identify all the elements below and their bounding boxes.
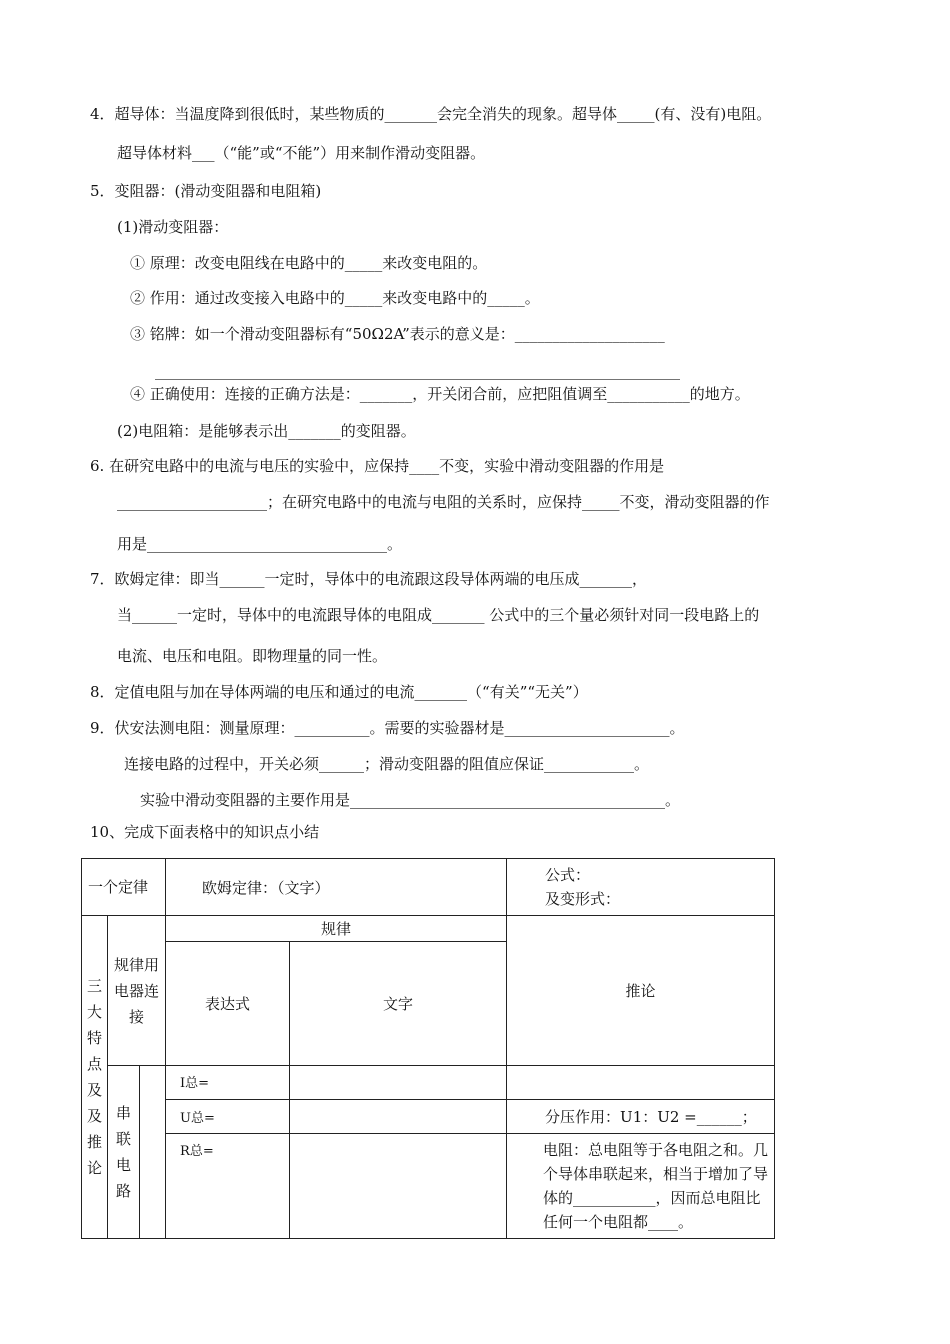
item-7-ohms-law-line3: 电流、电压和电阻。即物理量的同一性。 bbox=[117, 647, 388, 665]
formula-variants-label: 及变形式： bbox=[545, 890, 621, 908]
item-8-fixed-resistor: 8．定值电阻与加在导体两端的电压和通过的电流_______（“有关”“无关”） bbox=[90, 683, 588, 701]
item-6-line2: ____________________；在研究电路中的电流与电阻的关系时，应保持_____不变，滑动变阻器的作 bbox=[117, 493, 770, 511]
cell-three-features: 三大特点及及推论 bbox=[82, 916, 108, 1239]
cell-rule-appliance-connection: 规律用电器连接 bbox=[108, 916, 166, 1066]
item-5-1-nameplate: ③ 铭牌：如一个滑动变阻器标有“50Ω2A”表示的意义是：____________________ bbox=[130, 325, 665, 343]
table-row-resistance bbox=[82, 1134, 775, 1239]
item-5-1-correct-use: ④ 正确使用：连接的正确方法是：_______，开关闭合前，应把阻值调至___________的地方。 bbox=[130, 385, 750, 403]
cell-text-header: 文字 bbox=[290, 942, 507, 1066]
item-9-voltammetry-line3: 实验中滑动变阻器的主要作用是__________________________________________。 bbox=[140, 791, 681, 809]
table-row-current bbox=[82, 1066, 775, 1100]
cell-one-law: 一个定律 bbox=[82, 859, 166, 916]
cell-voltage-text bbox=[290, 1100, 507, 1134]
table-row-header-1 bbox=[82, 916, 775, 942]
item-7-ohms-law-line2: 当______一定时，导体中的电流跟导体的电阻成_______ 公式中的三个量必须针对同一段电路上的 bbox=[117, 606, 760, 624]
item-10-title: 10、完成下面表格中的知识点小结 bbox=[90, 823, 320, 841]
item-5-1-function: ② 作用：通过改变接入电路中的_____来改变电路中的_____。 bbox=[130, 289, 540, 307]
table-row-law bbox=[82, 859, 775, 916]
cell-resistance-text bbox=[290, 1134, 507, 1239]
cell-total-current: I总= bbox=[166, 1066, 290, 1100]
knowledge-summary-table bbox=[81, 858, 775, 1239]
item-5-1-sliding-rheostat: (1)滑动变阻器： bbox=[117, 218, 229, 236]
item-5-1-principle: ① 原理：改变电阻线在电路中的_____来改变电阻的。 bbox=[130, 254, 488, 272]
item-4-superconductor-line2: 超导体材料___（“能”或“不能”）用来制作滑动变阻器。 bbox=[117, 144, 486, 162]
cell-resistance-inference: 电阻：总电阻等于各电阻之和。几个导体串联起来，相当于增加了导体的___________，因而总电阻比任何一个电阻都____。 bbox=[507, 1134, 775, 1239]
cell-current-inference bbox=[507, 1066, 775, 1100]
cell-rule-header: 规律 bbox=[166, 916, 507, 942]
item-6-line3: 用是________________________________。 bbox=[117, 535, 403, 553]
table-row-voltage bbox=[82, 1100, 775, 1134]
cell-formula bbox=[507, 859, 775, 916]
item-6-line1: 6. 在研究电路中的电流与电压的实验中，应保持____不变，实验中滑动变阻器的作用是 bbox=[90, 457, 665, 475]
item-5-1-nameplate-blank-line: ______________________________________________________________________ bbox=[155, 362, 680, 380]
item-9-voltammetry-line2: 连接电路的过程中，开关必须______；滑动变阻器的阻值应保证____________。 bbox=[124, 755, 650, 773]
cell-inference-header: 推论 bbox=[507, 916, 775, 1066]
cell-expression-header: 表达式 bbox=[166, 942, 290, 1066]
cell-current-text bbox=[290, 1066, 507, 1100]
item-5-rheostat-title: 5．变阻器：(滑动变阻器和电阻箱) bbox=[90, 182, 322, 200]
item-5-2-resistance-box: (2)电阻箱：是能够表示出_______的变阻器。 bbox=[117, 422, 416, 440]
cell-empty-spacer bbox=[140, 1066, 166, 1239]
cell-voltage-inference: 分压作用：U1：U2 =______； bbox=[507, 1100, 775, 1134]
cell-total-voltage: U总= bbox=[166, 1100, 290, 1134]
cell-series-circuit: 串联电路 bbox=[108, 1066, 140, 1239]
item-9-voltammetry-line1: 9．伏安法测电阻：测量原理：__________。需要的实验器材是______________________。 bbox=[90, 719, 685, 737]
formula-label: 公式： bbox=[545, 866, 591, 884]
cell-total-resistance: R总= bbox=[166, 1134, 290, 1239]
item-7-ohms-law-line1: 7．欧姆定律：即当______一定时，导体中的电流跟这段导体两端的电压成_______， bbox=[90, 570, 648, 588]
cell-ohms-law-text: 欧姆定律：（文字） bbox=[166, 859, 507, 916]
item-4-superconductor-line1: 4．超导体：当温度降到很低时，某些物质的_______会完全消失的现象。超导体_____(有、没有)电阻。 bbox=[90, 105, 772, 123]
